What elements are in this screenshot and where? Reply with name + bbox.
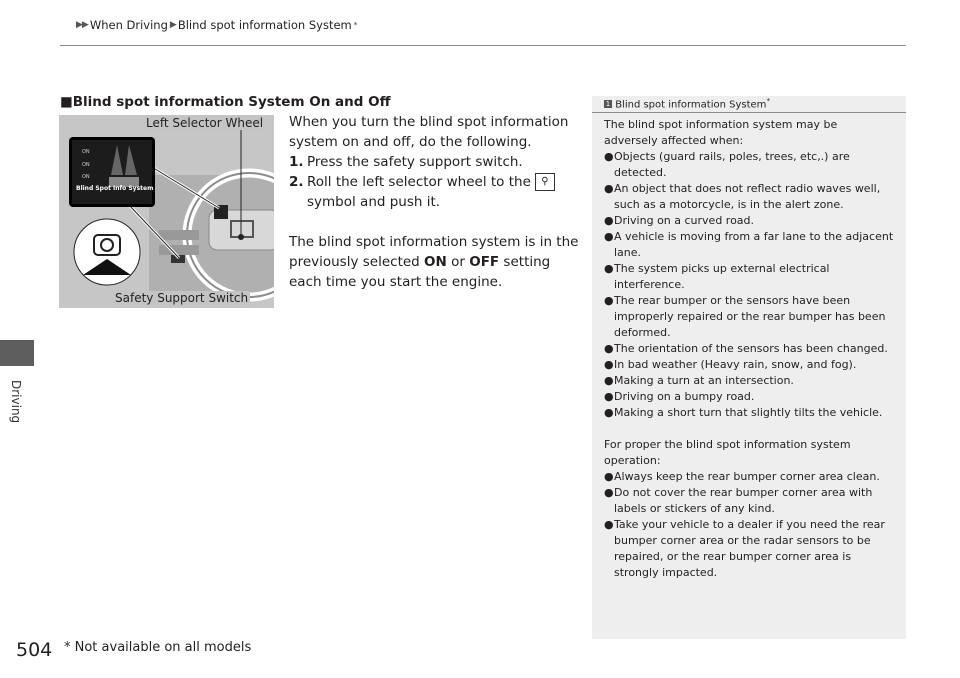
page-number: 504 [16,639,53,661]
list-item-text: Do not cover the rear bumper corner area with labels or stickers of any kind. [614,486,873,515]
list-item-text: Driving on a curved road. [614,214,755,227]
bullet-icon: ● [604,150,614,163]
bullet-icon: ● [604,214,614,227]
bullet-icon: ● [604,486,614,499]
list-item [604,485,894,517]
step-1 [289,152,579,172]
breadcrumb-item-blind-spot[interactable]: Blind spot information System [177,18,352,32]
breadcrumb-item-when-driving[interactable]: When Driving [89,18,168,32]
bullet-icon: ● [604,518,614,531]
list-item-text: Objects (guard rails, poles, trees, etc,.) are detected. [614,150,850,179]
bullet-icon: ● [604,262,614,275]
step-text-after: symbol and push it. [307,194,441,210]
reference-icon: 1 [605,100,611,109]
step-number: 1. [289,154,304,170]
list-item [604,181,894,213]
list-item [604,149,894,181]
list-item [604,357,894,373]
list-item-text: Making a turn at an intersection. [614,374,794,387]
header-rule [60,45,906,46]
list-item [604,469,894,485]
note-paragraph [289,232,579,292]
info-lead: The blind spot information system may be adversely affected when: [604,118,838,147]
screen-caption: Blind Spot Info System [76,185,154,192]
dashboard-drawing [59,115,274,308]
list-item [604,405,894,421]
care-list [604,469,894,581]
bullet-icon: ● [604,358,614,371]
info-lead-2: For proper the blind spot information system operation: [604,438,851,467]
list-item [604,373,894,389]
footnote-marker: * [353,21,358,29]
note-text: The blind spot information system is in the previously selected [289,234,579,270]
bullet-icon: ● [604,470,614,483]
footnote-marker: * [766,97,770,105]
blind-spot-symbol-icon: ⚲ [535,173,555,191]
chapter-tab[interactable] [0,340,34,366]
bullet-icon: ● [604,230,614,243]
list-item [604,517,894,581]
bullet-icon: ● [604,374,614,387]
breadcrumb [76,18,357,32]
screen-on-1: ON [82,149,90,155]
info-body [604,117,894,581]
bullet-icon: ● [604,182,614,195]
list-item [604,229,894,261]
bullet-icon: ● [604,294,614,307]
note-or: or [446,254,470,270]
on-setting: ON [424,254,447,270]
left-selector-wheel-label: Left Selector Wheel [146,116,264,130]
info-title-text: Blind spot information System [615,99,767,111]
list-item [604,293,894,341]
breadcrumb-arrow-icon: ▶ [169,20,176,30]
step-text: Roll the left selector wheel to the [307,174,531,190]
list-item-text: Take your vehicle to a dealer if you need the rear bumper corner area or the radar sensors to be repaired, or the rear bumper corner area is strongly impacted. [614,518,885,579]
bullet-icon: ● [604,406,614,419]
list-item-text: The system picks up external electrical interference. [614,262,830,291]
list-item [604,389,894,405]
condition-list [604,149,894,421]
list-item [604,341,894,357]
list-item-text: Driving on a bumpy road. [614,390,755,403]
safety-support-switch-label: Safety Support Switch [115,291,249,305]
note-text-end: setting each time you start the engine. [289,254,551,290]
footnote: * Not available on all models [64,640,252,655]
chapter-label: Driving [9,380,23,424]
list-item-text: An object that does not reflect radio waves well, such as a motorcycle, is in the alert zone. [614,182,881,211]
list-item-text: The rear bumper or the sensors have been improperly repaired or the rear bumper has been deformed. [614,294,886,339]
breadcrumb-arrow-icon: ▶▶ [76,20,88,30]
list-item-text: The orientation of the sensors has been changed. [614,342,888,355]
screen-on-3: ON [82,174,90,180]
bullet-icon: ● [604,390,614,403]
step-text: Press the safety support switch. [307,154,523,170]
list-item-text: A vehicle is moving from a far lane to the adjacent lane. [614,230,894,259]
step-number: 2. [289,174,304,190]
list-item [604,261,894,293]
step-2-content [307,172,555,212]
intro-paragraph: When you turn the blind spot information system on and off, do the following. [289,114,569,150]
off-setting: OFF [469,254,500,270]
bullet-icon: ● [604,342,614,355]
section-body [289,112,579,292]
list-item [604,213,894,229]
dashboard-illustration [59,115,274,308]
step-2 [289,172,579,212]
section-title: ■Blind spot information System On and Off [60,94,391,110]
list-item-text: In bad weather (Heavy rain, snow, and fog). [614,358,857,371]
list-item-text: Always keep the rear bumper corner area clean. [614,470,880,483]
list-item-text: Making a short turn that slightly tilts the vehicle. [614,406,883,419]
info-title [604,97,770,110]
screen-on-2: ON [82,162,90,168]
